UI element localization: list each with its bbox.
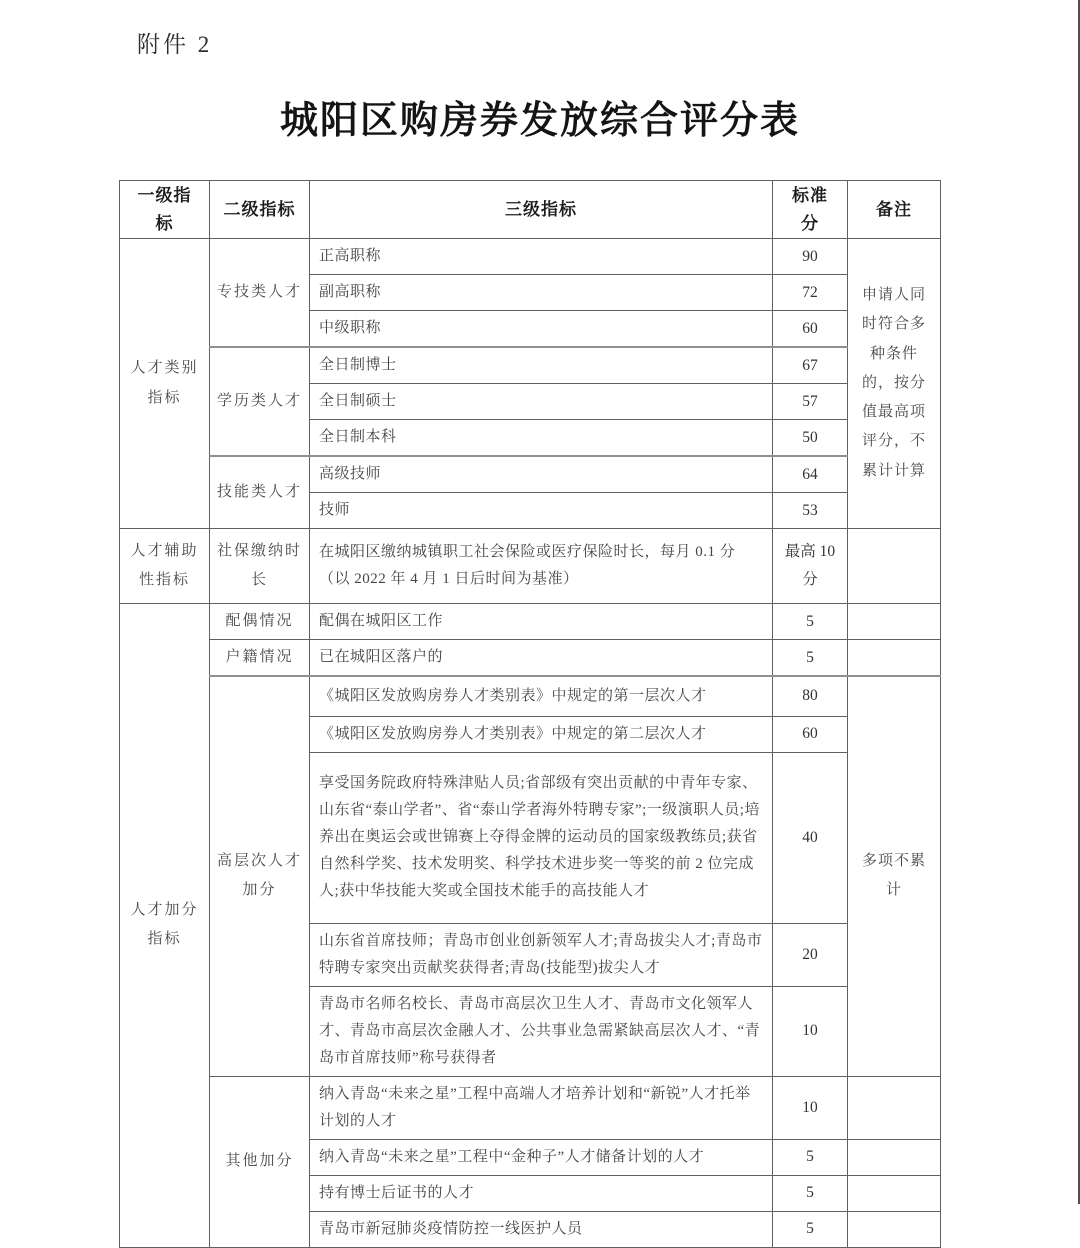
table-row [120, 239, 941, 275]
header-remark [848, 181, 941, 239]
remark-cell-empty [848, 604, 941, 640]
remark-cell [848, 239, 941, 529]
header-level2-indicator [210, 181, 310, 239]
l2-cell-education: 学历类人才 [210, 347, 310, 456]
l3-cell: 全日制硕士 [310, 384, 773, 420]
score-cell: 5 [773, 1211, 848, 1247]
score-cell: 5 [773, 640, 848, 677]
score-cell: 10 [773, 986, 848, 1076]
l3-cell: 《城阳区发放购房券人才类别表》中规定的第二层次人才 [310, 716, 773, 752]
score-cell: 60 [773, 716, 848, 752]
remark-text: 多项不累计 [861, 853, 926, 899]
l2-cell-social-insurance: 社保缴纳时长 [210, 529, 310, 604]
score-cell: 50 [773, 420, 848, 457]
score-cell: 5 [773, 1139, 848, 1175]
l3-cell: 高级技师 [310, 456, 773, 493]
table-row [120, 676, 941, 716]
l3-cell: 配偶在城阳区工作 [310, 604, 773, 640]
score-cell: 80 [773, 676, 848, 716]
score-cell: 64 [773, 456, 848, 493]
score-cell: 72 [773, 275, 848, 311]
l3-cell: 持有博士后证书的人才 [310, 1175, 773, 1211]
l1-cell-talent-category: 人才类别指标 [120, 239, 210, 529]
remark-cell [848, 676, 941, 1076]
l3-cell: 副高职称 [310, 275, 773, 311]
attachment-label: 附件 2 [137, 32, 213, 57]
score-cell: 67 [773, 347, 848, 384]
l3-cell: 青岛市新冠肺炎疫情防控一线医护人员 [310, 1211, 773, 1247]
header-row [120, 181, 941, 239]
l2-cell-high-level-bonus: 高层次人才加分 [210, 676, 310, 1076]
score-cell: 最高 10 分 [773, 529, 848, 604]
remark-cell-empty [848, 1139, 941, 1175]
table-row [120, 347, 941, 384]
l3-cell: 在城阳区缴纳城镇职工社会保险或医疗保险时长，每月 0.1 分（以 2022 年 4 月 1 日后时间为基准） [310, 529, 773, 604]
remark-cell-empty [848, 1175, 941, 1211]
remark-text: 申请人同时符合多种条件的，按分值最高项评分，不累计计算 [861, 287, 926, 479]
remark-cell-empty [848, 1076, 941, 1139]
l1-cell-talent-auxiliary: 人才辅助性指标 [120, 529, 210, 604]
header-level1-indicator [120, 181, 210, 239]
remark-cell-empty [848, 529, 941, 604]
l2-cell-spouse: 配偶情况 [210, 604, 310, 640]
remark-cell-empty [848, 640, 941, 677]
score-cell: 90 [773, 239, 848, 275]
l3-cell: 青岛市名师名校长、青岛市高层次卫生人才、青岛市文化领军人才、青岛市高层次金融人才、公共事业急需紧缺高层次人才、“青岛市首席技师”称号获得者 [310, 986, 773, 1076]
score-cell: 5 [773, 604, 848, 640]
header-standard-score-label: 标准分 [791, 186, 828, 233]
header-level1-label: 一级指标 [137, 186, 192, 233]
l2-cell-professional-title: 专技类人才 [210, 239, 310, 348]
table-row [120, 640, 941, 677]
l3-cell: 技师 [310, 493, 773, 529]
l3-cell: 正高职称 [310, 239, 773, 275]
table-row [120, 1076, 941, 1139]
page-title: 城阳区购房券发放综合评分表 [279, 100, 800, 142]
score-cell: 57 [773, 384, 848, 420]
scoring-table [119, 180, 941, 1248]
l2-cell-skill: 技能类人才 [210, 456, 310, 529]
score-cell: 60 [773, 311, 848, 348]
l2-cell-household: 户籍情况 [210, 640, 310, 677]
score-cell: 20 [773, 923, 848, 986]
l3-cell: 中级职称 [310, 311, 773, 348]
l3-cell: 全日制本科 [310, 420, 773, 457]
table-row [120, 529, 941, 604]
l3-cell: 享受国务院政府特殊津贴人员;省部级有突出贡献的中青年专家、山东省“泰山学者”、省“泰山学者海外特聘专家”;一级演职人员;培养出在奥运会或世锦赛上夺得金牌的运动员的国家级教练员;获省自然科学奖、技术发明奖、科学技术进步奖一等奖的前 2 位完成人;获中华技能大奖或全国技术能手的高技能人才 [310, 752, 773, 923]
score-cell: 5 [773, 1175, 848, 1211]
l3-cell: 已在城阳区落户的 [310, 640, 773, 677]
l3-cell: 纳入青岛“未来之星”工程中高端人才培养计划和“新锐”人才托举计划的人才 [310, 1076, 773, 1139]
header-level3-indicator [310, 181, 773, 239]
l3-cell: 纳入青岛“未来之星”工程中“金种子”人才储备计划的人才 [310, 1139, 773, 1175]
header-level2-label: 二级指标 [223, 199, 296, 219]
l2-cell-other-bonus: 其他加分 [210, 1076, 310, 1247]
header-standard-score [773, 181, 848, 239]
l3-cell: 全日制博士 [310, 347, 773, 384]
table-row [120, 604, 941, 640]
score-cell: 10 [773, 1076, 848, 1139]
l3-cell: 《城阳区发放购房券人才类别表》中规定的第一层次人才 [310, 676, 773, 716]
score-cell: 40 [773, 752, 848, 923]
remark-cell-empty [848, 1211, 941, 1247]
header-level3-label: 三级指标 [505, 199, 577, 219]
header-remark-label: 备注 [876, 199, 912, 219]
l3-cell: 山东省首席技师；青岛市创业创新领军人才;青岛拔尖人才;青岛市特聘专家突出贡献奖获得者;青岛(技能型)拔尖人才 [310, 923, 773, 986]
l1-cell-talent-bonus: 人才加分指标 [120, 604, 210, 1248]
score-cell: 53 [773, 493, 848, 529]
table-row [120, 456, 941, 493]
